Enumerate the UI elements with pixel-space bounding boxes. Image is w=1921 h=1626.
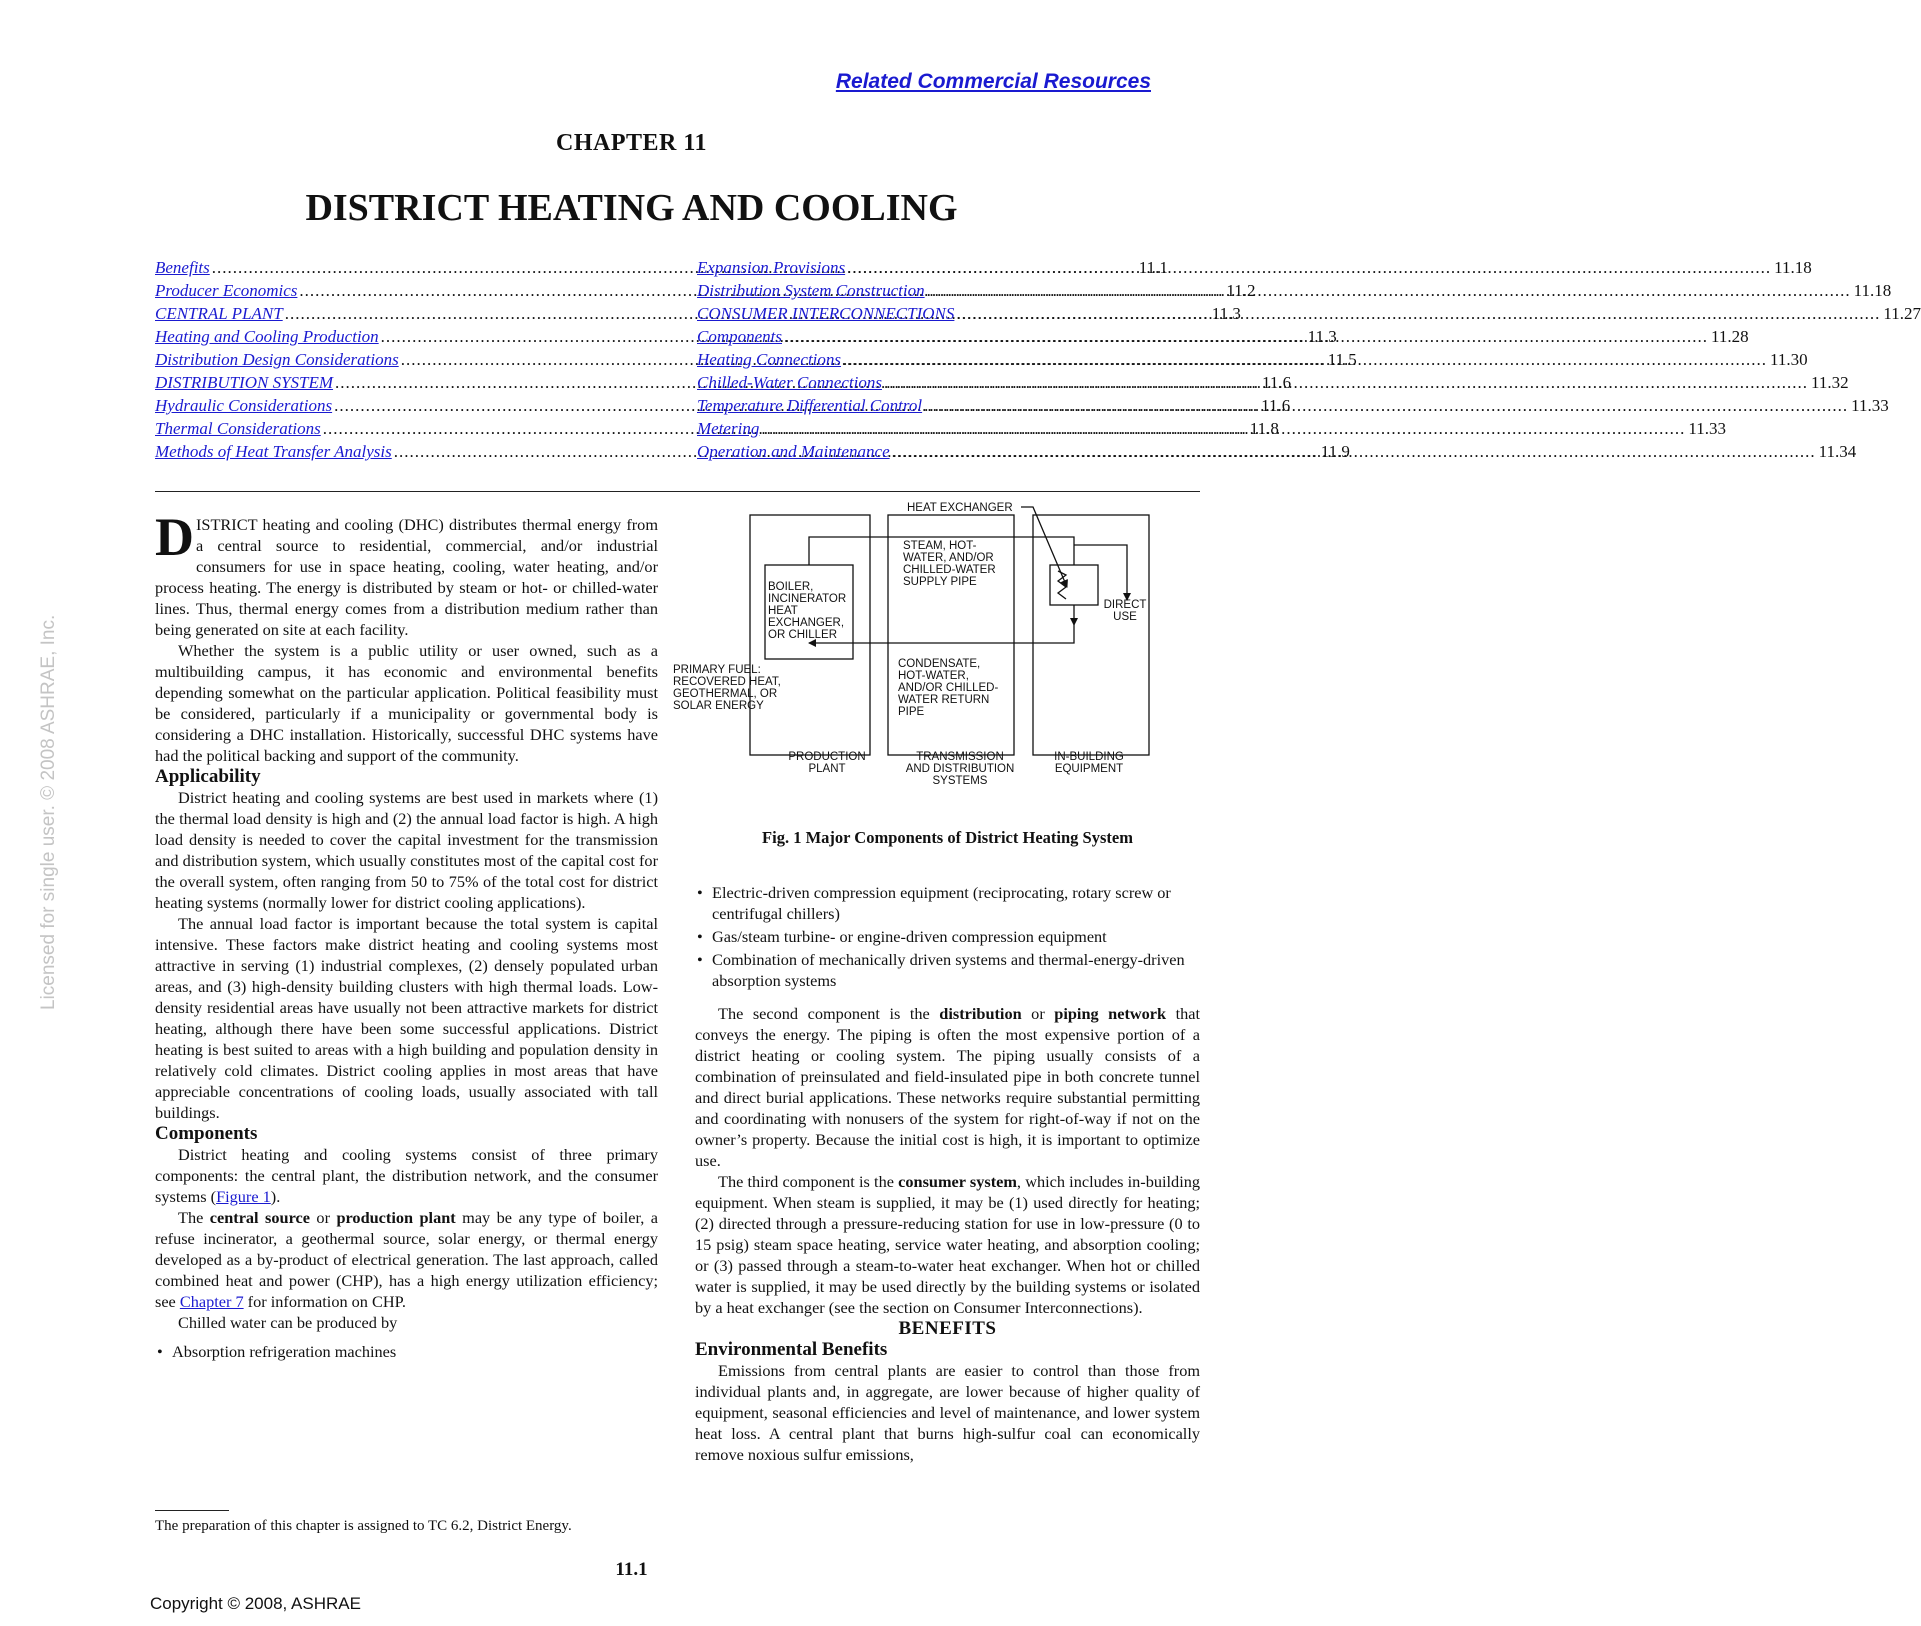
toc-leader-dots [956, 302, 1880, 325]
chiller-bullet-list [695, 882, 1200, 991]
term-consumer-system: consumer system [898, 1172, 1017, 1191]
toc-page-number: 11.8 [1249, 419, 1279, 438]
term-production-plant: production plant [336, 1208, 456, 1227]
bullet-item: • Absorption refrigeration machines [155, 1341, 658, 1362]
figure-label-boiler: BOILER, [768, 581, 814, 593]
chapter-label: CHAPTER 11 [555, 130, 707, 156]
toc-link-central-plant[interactable]: CENTRAL PLANT [155, 304, 283, 323]
toc-page-number: 11.9 [1320, 442, 1350, 461]
figure-label-heat-exchanger: HEAT EXCHANGER [907, 502, 1013, 514]
toc-page-number: 11.30 [1770, 350, 1808, 369]
figure-label-primary_fuel: PRIMARY FUEL: [673, 664, 761, 676]
figure-label-boiler: INCINERATOR [768, 593, 847, 605]
figure-label-direct_use: USE [1113, 611, 1137, 623]
toc-link-hydraulic-considerations[interactable]: Hydraulic Considerations [155, 396, 333, 415]
toc-page-number: 11.32 [1810, 373, 1849, 392]
text: The [178, 1208, 210, 1227]
license-watermark: Licensed for single user. © 2008 ASHRAE, Inc. [38, 614, 59, 1010]
toc-page-number: 11.3 [1211, 304, 1241, 323]
bullet-item: • Gas/steam turbine- or engine-driven compression equipment [695, 926, 1200, 947]
copyright-notice: Copyright © 2008, ASHRAE [150, 1594, 361, 1613]
section-divider [155, 491, 1200, 492]
applicability-paragraph-2: The annual load factor is important because the total system is capital intensive. These factors make district heating and cooling systems most attractive in serving (1) industrial complexes, (2) densely populated urban areas, and (3) high-density building clusters with high thermal loads. Low-density residential areas have usually not been attractive markets for district heating, although there have been some successful applications. District heating is best suited to areas with a high building and population density in relatively cold climates. District cooling applies in most areas that have appreciable concentrations of cooling loads, usually associated with tall buildings. [155, 914, 658, 1122]
toc-page-number: 11.18 [1853, 281, 1892, 300]
components-paragraph-2 [155, 1207, 658, 1312]
page-title: DISTRICT HEATING AND COOLING [305, 187, 958, 229]
figure-label-supply_pipe: SUPPLY PIPE [903, 576, 977, 588]
toc-page-number: 11.6 [1262, 373, 1292, 392]
figure-label-return_pipe: WATER RETURN [898, 694, 990, 706]
figure-label-return_pipe: PIPE [898, 706, 925, 718]
applicability-heading: Applicability [155, 766, 261, 787]
figure-label-primary_fuel: GEOTHERMAL, OR [673, 688, 778, 700]
toc-link-distribution-system-construction[interactable]: Distribution System Construction [697, 281, 925, 300]
toc-leader-dots [843, 348, 1767, 371]
figure-label-supply_pipe: WATER, AND/OR [903, 552, 994, 564]
toc-link-heating-and-cooling-production[interactable]: Heating and Cooling Production [155, 327, 379, 346]
toc-link-temperature-differential-control[interactable]: Temperature Differential Control [697, 396, 923, 415]
figure-label-transmission: TRANSMISSION [916, 751, 1004, 763]
toc-page-number: 11.33 [1851, 396, 1889, 415]
applicability-paragraph-1: District heating and cooling systems are best used in markets where (1) the thermal load density is high and (2) the annual load factor is high. A high load density is needed to cover the capital investment for the transmission and distribution system, which usually constitutes most of the capital cost for the overall system, often ranging from 50 to 75% of the total cost for district heating systems (normally lower for district cooling applications). [155, 788, 658, 912]
toc-link-thermal-considerations[interactable]: Thermal Considerations [155, 419, 321, 438]
heat-exchanger-box [1050, 565, 1098, 605]
text: , which includes in-building equipment. When steam is supplied, it may be (1) used directly for heating; (2) directed through a pressure-reducing station for use in low-pressure (0 to 15 psig) steam space heating, service water heating, and absorption cooling; or (3) passed through a steam-to-water heat exchanger. When hot or chilled water is supplied, it may be used directly by the building systems or isolated by a heat exchanger (see the section on Consumer Interconnections). [695, 1172, 1200, 1317]
distribution-paragraph [695, 1003, 1200, 1171]
drop-cap: D [155, 507, 194, 567]
figure-label-return_pipe: CONDENSATE, [898, 658, 981, 670]
components-text: District heating and cooling systems consist of three primary components: the central plant, the distribution network, and the consumer systems ( [155, 1145, 658, 1206]
text: or [1021, 1004, 1055, 1023]
toc-leader-dots [884, 371, 1808, 394]
toc-page-number: 11.34 [1818, 442, 1857, 461]
toc-leader-dots [761, 417, 1685, 440]
toc-leader-dots [924, 394, 1848, 417]
figure-label-in_building: IN-BUILDING [1054, 751, 1124, 763]
toc-link-producer-economics[interactable]: Producer Economics [155, 281, 298, 300]
toc-page-number: 11.2 [1226, 281, 1256, 300]
toc-link-components[interactable]: Components [697, 327, 782, 346]
consumer-paragraph [695, 1171, 1200, 1318]
toc-page-number: 11.3 [1307, 327, 1337, 346]
environmental-paragraph: Emissions from central plants are easier to control than those from individual plants and, in aggregate, are lower because of higher quality of equipment, seasonal efficiencies and level of maintenance, and lower system heat loss. A central plant that burns high-sulfur coal can economically remove noxious sulfur emissions, [695, 1361, 1200, 1464]
figure-label-primary_fuel: SOLAR ENERGY [673, 700, 764, 712]
figure-label-boiler: HEAT [768, 605, 798, 617]
toc-link-distribution-design-considerations[interactable]: Distribution Design Considerations [155, 350, 399, 369]
intro-paragraph [155, 507, 658, 640]
text: The third component is the [718, 1172, 899, 1191]
toc-page-number: 11.18 [1774, 258, 1812, 277]
toc-page-number: 11.28 [1711, 327, 1749, 346]
term-central-source: central source [209, 1208, 310, 1227]
figure-label-primary_fuel: RECOVERED HEAT, [673, 676, 781, 688]
figure-caption: Fig. 1 Major Components of District Heating System [762, 828, 1133, 847]
figure-label-boiler: EXCHANGER, [768, 617, 845, 629]
components-paragraph-1 [155, 1144, 658, 1207]
figure-label-direct_use: DIRECT [1103, 599, 1147, 611]
toc-row [697, 256, 1812, 279]
components-text-end: ). [270, 1187, 281, 1206]
bullet-item: • Combination of mechanically driven systems and thermal-energy-driven absorption systems [695, 949, 1200, 991]
toc-link-methods-of-heat-transfer-analysis[interactable]: Methods of Heat Transfer Analysis [155, 442, 392, 461]
chapter-7-link[interactable]: Chapter 7 [179, 1292, 244, 1311]
figure-label-production: PRODUCTION [788, 751, 866, 763]
toc-page-number: 11.5 [1327, 350, 1357, 369]
toc-link-benefits[interactable]: Benefits [155, 258, 210, 277]
figure-label-production: PLANT [808, 763, 846, 775]
components-heading: Components [155, 1123, 258, 1144]
toc-link-heating-connections[interactable]: Heating Connections [697, 350, 842, 369]
figure-label-transmission: SYSTEMS [932, 775, 988, 787]
figure-label-supply_pipe: CHILLED-WATER [903, 564, 996, 576]
text: or [309, 1208, 337, 1227]
page-number: 11.1 [615, 1559, 648, 1580]
figure-label-return_pipe: AND/OR CHILLED- [898, 682, 999, 694]
toc-link-expansion-provisions[interactable]: Expansion Provisions [697, 258, 846, 277]
footnote-rule [155, 1510, 229, 1511]
related-resources-link[interactable]: Related Commercial Resources [835, 70, 1151, 93]
toc-page-number: 11.6 [1261, 396, 1291, 415]
figure-label-in_building: EQUIPMENT [1054, 763, 1124, 775]
toc-link-operation-and-maintenance[interactable]: Operation and Maintenance [697, 442, 890, 461]
toc-link-chilled-water-connections[interactable]: Chilled-Water Connections [697, 373, 882, 392]
figure-1-diagram [673, 502, 1200, 820]
intro-paragraph-2: Whether the system is a public utility or user owned, such as a multibuilding campus, it has economic and environmental benefits depending somewhat on the particular application. Political feasibility must be considered, particularly if a municipality or governmental body is considering a DHC installation. Historically, successful DHC systems have had the political backing and support of the community. [155, 641, 658, 765]
text: for information on CHP. [243, 1292, 406, 1311]
toc-leader-dots [927, 279, 1851, 302]
toc-link-metering[interactable]: Metering [697, 419, 760, 438]
toc-link-distribution-system[interactable]: DISTRIBUTION SYSTEM [155, 373, 334, 392]
figure-label-boiler: OR CHILLER [768, 629, 838, 641]
text: The second component is the [718, 1004, 940, 1023]
right-text-column [695, 882, 1200, 1465]
bullet-item: • Electric-driven compression equipment (reciprocating, rotary screw or centrifugal chillers) [695, 882, 1200, 924]
figure-label-transmission: AND DISTRIBUTION [905, 763, 1015, 775]
toc-link-consumer-interconnections[interactable]: CONSUMER INTERCONNECTIONS [697, 304, 955, 323]
left-text-column [155, 507, 658, 1364]
footnote: The preparation of this chapter is assigned to TC 6.2, District Energy. [155, 1518, 572, 1534]
figure-1-link[interactable]: Figure 1 [216, 1187, 271, 1206]
toc-leader-dots [892, 440, 1816, 463]
text: that conveys the energy. The piping is often the most expensive portion of a district heating or cooling system. The piping usually consists of a combination of preinsulated and field-insulated pipe in both concrete tunnel and direct burial applications. These networks require substantial permitting and coordinating with nonusers of the system for right-of-way if not on the owner’s property. Because the initial cost is high, it is important to optimize use. [695, 1004, 1201, 1170]
text: may be any type of boiler, a refuse incinerator, a geothermal source, solar energy, or thermal energy developed as a by-product of electrical generation. The last approach, called combined heat and power (CHP), has a high energy utilization efficiency; see [155, 1208, 658, 1311]
figure-label-supply_pipe: STEAM, HOT- [903, 540, 977, 552]
benefits-heading: BENEFITS [898, 1318, 997, 1339]
toc-page-number: 11.1 [1138, 258, 1168, 277]
chilled-water-paragraph: Chilled water can be produced by [178, 1313, 398, 1332]
term-piping-network: piping network [1054, 1004, 1167, 1023]
toc-leader-dots [784, 325, 1708, 348]
toc-page-number: 11.27 [1883, 304, 1921, 323]
in-building-box [1033, 515, 1149, 755]
intro-text: ISTRICT heating and cooling (DHC) distributes thermal energy from a central source to residential, commercial, and/or industrial consumers for use in space heating, cooling, water heating, and/or process heating. The energy is distributed by steam or hot- or chilled-water lines. Thus, thermal energy comes from a distribution medium rather than being generated on site at each facility. [155, 515, 658, 639]
toc-leader-dots [847, 256, 1771, 279]
term-distribution: distribution [939, 1004, 1022, 1023]
figure-label-return_pipe: HOT-WATER, [898, 670, 969, 682]
environmental-benefits-heading: Environmental Benefits [695, 1339, 888, 1360]
toc-page-number: 11.33 [1688, 419, 1726, 438]
